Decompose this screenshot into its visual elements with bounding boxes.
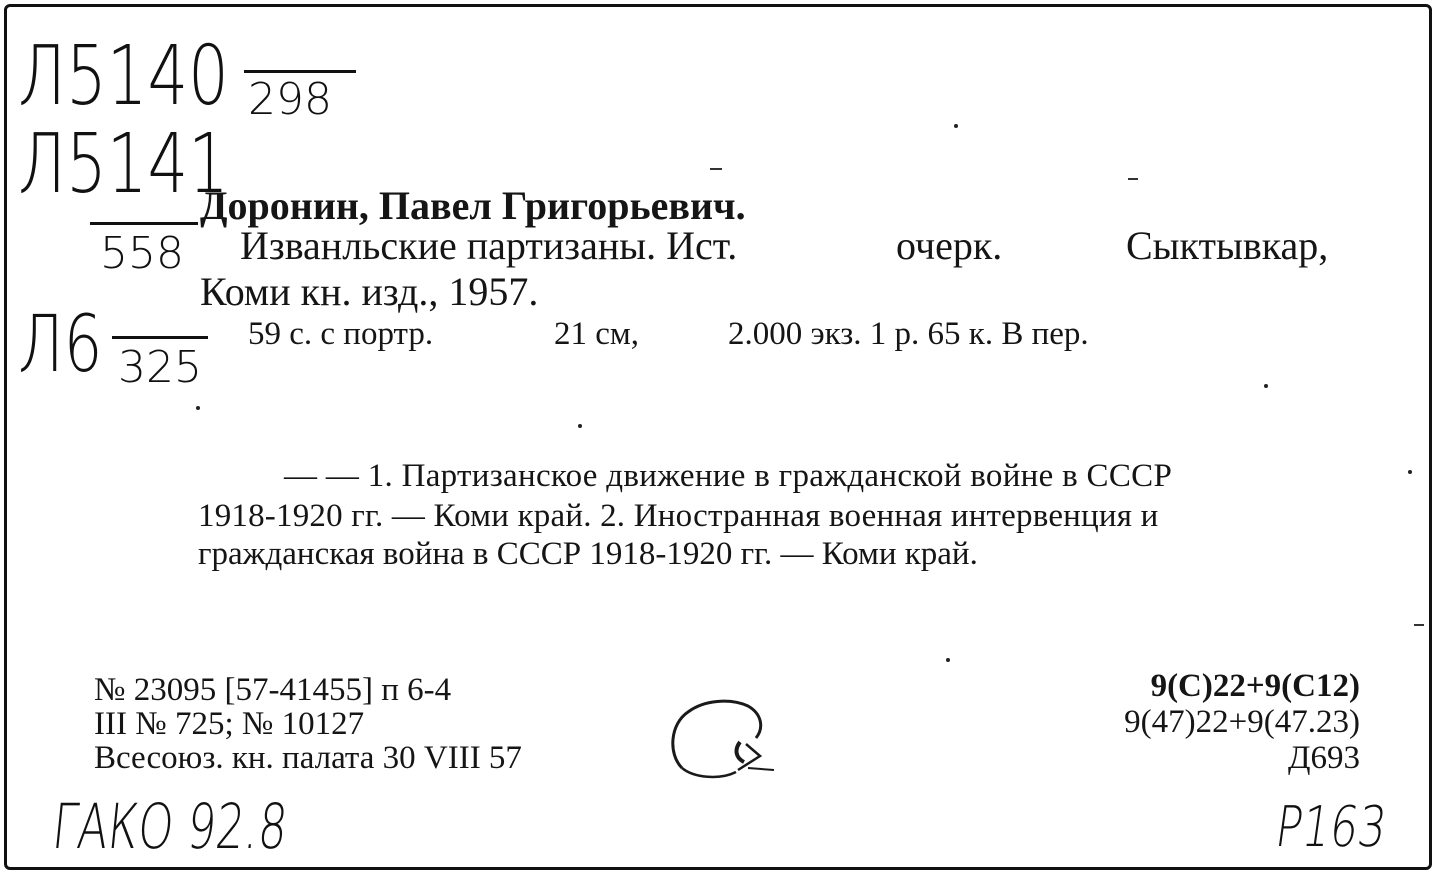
scan-speck <box>578 424 582 428</box>
author-heading: Доронин, Павел Григорьевич. <box>200 183 746 228</box>
title-line-1-part-c: Сыктывкар, <box>1126 223 1329 268</box>
subject-line-3: гражданская война в СССР 1918-1920 гг. — Коми край. <box>198 536 978 572</box>
shelf-mark-1: Л5140 <box>18 29 229 124</box>
classification-line-1: 9(С)22+9(С12) <box>1150 668 1360 704</box>
registry-line-1: № 23095 [57-41455] п 6-4 <box>94 672 452 708</box>
scan-speck <box>196 406 200 410</box>
scan-dash <box>1128 178 1138 180</box>
library-stamp-icon <box>664 694 780 786</box>
title-line-1-part-b: очерк. <box>896 223 1003 268</box>
scan-dash <box>710 168 722 170</box>
subject-line-1: — — 1. Партизанское движение в гражданской войне в СССР <box>284 458 1173 494</box>
archive-mark: ГАКО 92.8 <box>49 790 291 863</box>
collation-size: 21 см, <box>554 316 640 352</box>
classification-line-2: 9(47)22+9(47.23) <box>1124 704 1360 740</box>
scan-speck <box>1264 384 1268 388</box>
classification-line-3: Д693 <box>1287 740 1360 776</box>
collation-pages: 59 с. с портр. <box>248 316 434 352</box>
fraction-bar <box>90 222 198 225</box>
shelf-mark-2: Л5141 <box>18 117 229 212</box>
imprint-line: Коми кн. изд., 1957. <box>200 269 539 314</box>
page-mark: Р163 <box>1271 795 1391 860</box>
scan-speck <box>1408 470 1412 474</box>
subject-line-2: 1918-1920 гг. — Коми край. 2. Иностранная военная интервенция и <box>198 498 1159 534</box>
fraction-bar <box>112 336 208 339</box>
scan-dash <box>1414 624 1424 626</box>
registry-line-3: Всесоюз. кн. палата 30 VIII 57 <box>94 740 522 776</box>
shelf-mark-3: Л6 <box>18 300 103 390</box>
collation-copies-price: 2.000 экз. 1 р. 65 к. В пер. <box>728 316 1089 352</box>
scan-speck <box>954 124 958 128</box>
scan-speck <box>946 658 950 662</box>
registry-line-2: III № 725; № 10127 <box>94 706 365 742</box>
fraction-bar <box>244 70 356 73</box>
title-line-1-part-a: Изванльские партизаны. Ист. <box>240 223 738 268</box>
